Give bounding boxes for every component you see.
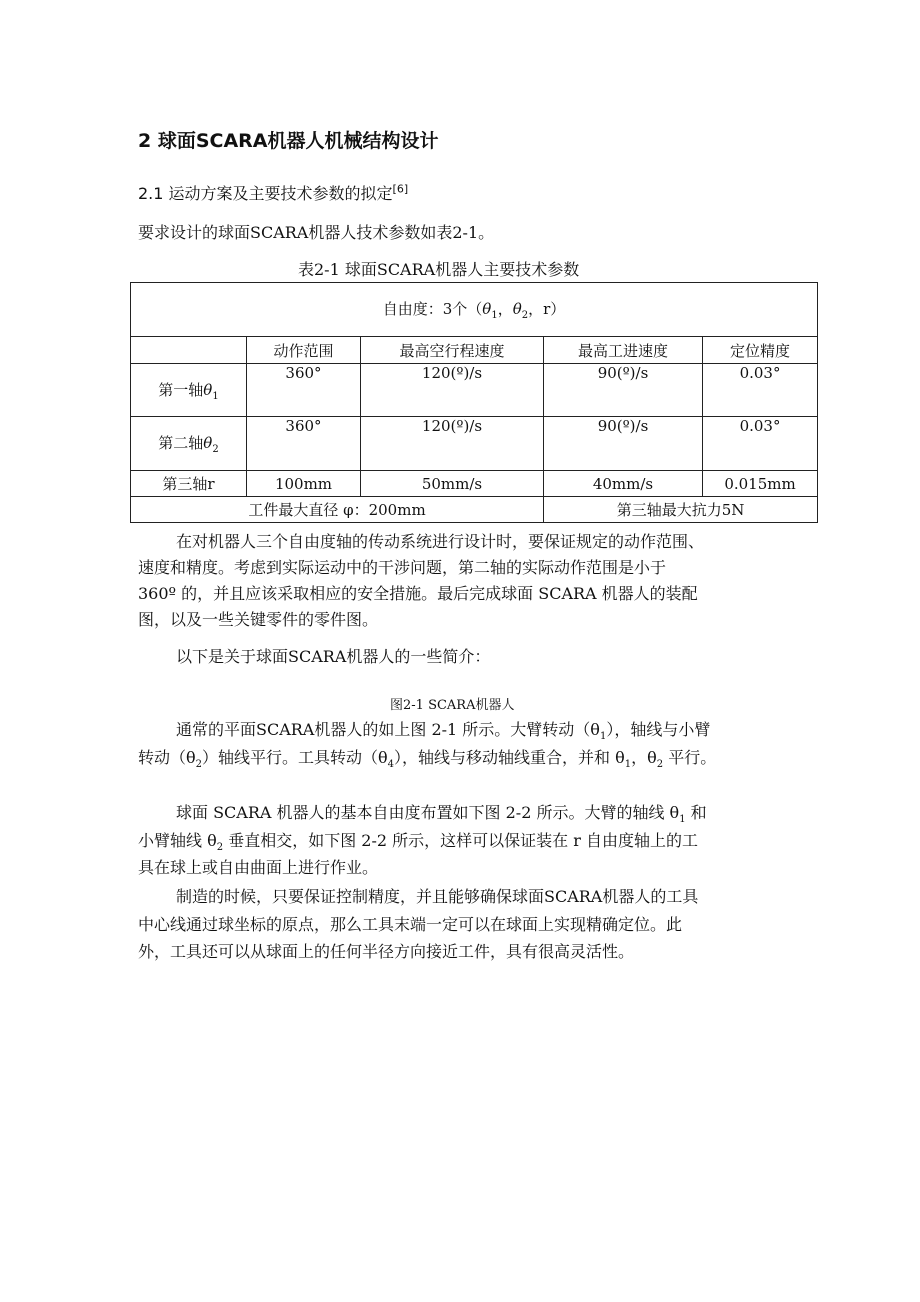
text-line: 小臂轴线 $\theta_2$ 垂直相交，如下图 2-2 所示，这样可以保证装在 r 自由度轴上的工 <box>138 831 698 854</box>
max-diameter-cell: 工件最大直径 φ：200mm <box>131 497 544 523</box>
text-line: 在对机器人三个自由度轴的传动系统进行设计时，要保证规定的动作范围、 <box>176 532 705 551</box>
text-line: 具在球上或自由曲面上进行作业。 <box>138 858 379 877</box>
range-cell: 360° <box>247 364 361 417</box>
accuracy-cell: 0.03° <box>703 364 818 417</box>
text-line: 外，工具还可以从球面上的任何半径方向接近工件，具有很高灵活性。 <box>138 942 635 961</box>
table-row <box>131 364 818 417</box>
text-line: 转动$(\theta_2)$轴线平行。工具转动$(\theta_4)$，轴线与移动轴线重合，并和 $\theta_1$，$\theta_2$ 平行。 <box>138 748 717 771</box>
section-citation: [6] <box>392 182 409 196</box>
header-cell: 最高空行程速度 <box>361 337 544 364</box>
text-line: 图，以及一些关键零件的零件图。 <box>138 610 379 629</box>
section-heading <box>138 181 408 204</box>
chapter-heading: 2 球面SCARA机器人机械结构设计 <box>138 130 439 152</box>
header-cell: 最高工进速度 <box>544 337 703 364</box>
accuracy-cell: 0.03° <box>703 417 818 471</box>
text-line: 360º 的，并且应该采取相应的安全措施。最后完成球面 SCARA 机器人的装配 <box>138 584 698 603</box>
table-footer-row <box>131 497 818 523</box>
header-cell: 定位精度 <box>703 337 818 364</box>
header-cell: 动作范围 <box>247 337 361 364</box>
work-speed-cell: 90(º)/s <box>544 417 703 471</box>
range-cell: 100mm <box>247 471 361 497</box>
idle-speed-cell: 120(º)/s <box>361 364 544 417</box>
text-line: 球面 SCARA 机器人的基本自由度布置如下图 2-2 所示。大臂的轴线 $\theta_1$ 和 <box>176 803 707 826</box>
table-caption: 表2-1 球面SCARA机器人主要技术参数 <box>298 260 580 279</box>
range-cell: 360° <box>247 417 361 471</box>
table-row <box>131 417 818 471</box>
paragraph-intro-list: 以下是关于球面SCARA机器人的一些简介： <box>176 647 491 666</box>
text-line: 通常的平面SCARA机器人的如上图 2-1 所示。大臂转动$(\theta_1)$，轴线与小臂 <box>176 720 711 743</box>
table-row <box>131 471 818 497</box>
accuracy-cell: 0.015mm <box>703 471 818 497</box>
axis-label-cell: 第二轴$\theta_2$ <box>131 417 247 471</box>
axis-label-cell: 第一轴$\theta_1$ <box>131 364 247 417</box>
idle-speed-cell: 50mm/s <box>361 471 544 497</box>
header-cell <box>131 337 247 364</box>
section-title: 2.1 运动方案及主要技术参数的拟定 <box>138 184 393 203</box>
figure-caption: 图2-1 SCARA机器人 <box>390 698 515 713</box>
text-line: 中心线通过球坐标的原点，那么工具末端一定可以在球面上实现精确定位。此 <box>138 915 683 934</box>
table-header-row <box>131 337 818 364</box>
idle-speed-cell: 120(º)/s <box>361 417 544 471</box>
dof-row <box>131 283 818 337</box>
text-line: 制造的时候，只要保证控制精度，并且能够确保球面SCARA机器人的工具 <box>176 887 699 906</box>
dof-cell: 自由度：3个（$\theta_1$，$\theta_2$，r） <box>131 283 818 337</box>
text-line: 速度和精度。考虑到实际运动中的干涉问题，第二轴的实际动作范围是小于 <box>138 558 667 577</box>
work-speed-cell: 90(º)/s <box>544 364 703 417</box>
spec-table <box>130 282 818 523</box>
max-resistance-cell: 第三轴最大抗力5N <box>544 497 818 523</box>
work-speed-cell: 40mm/s <box>544 471 703 497</box>
intro-paragraph: 要求设计的球面SCARA机器人技术参数如表2-1。 <box>138 223 495 242</box>
axis-label-cell: 第三轴r <box>131 471 247 497</box>
